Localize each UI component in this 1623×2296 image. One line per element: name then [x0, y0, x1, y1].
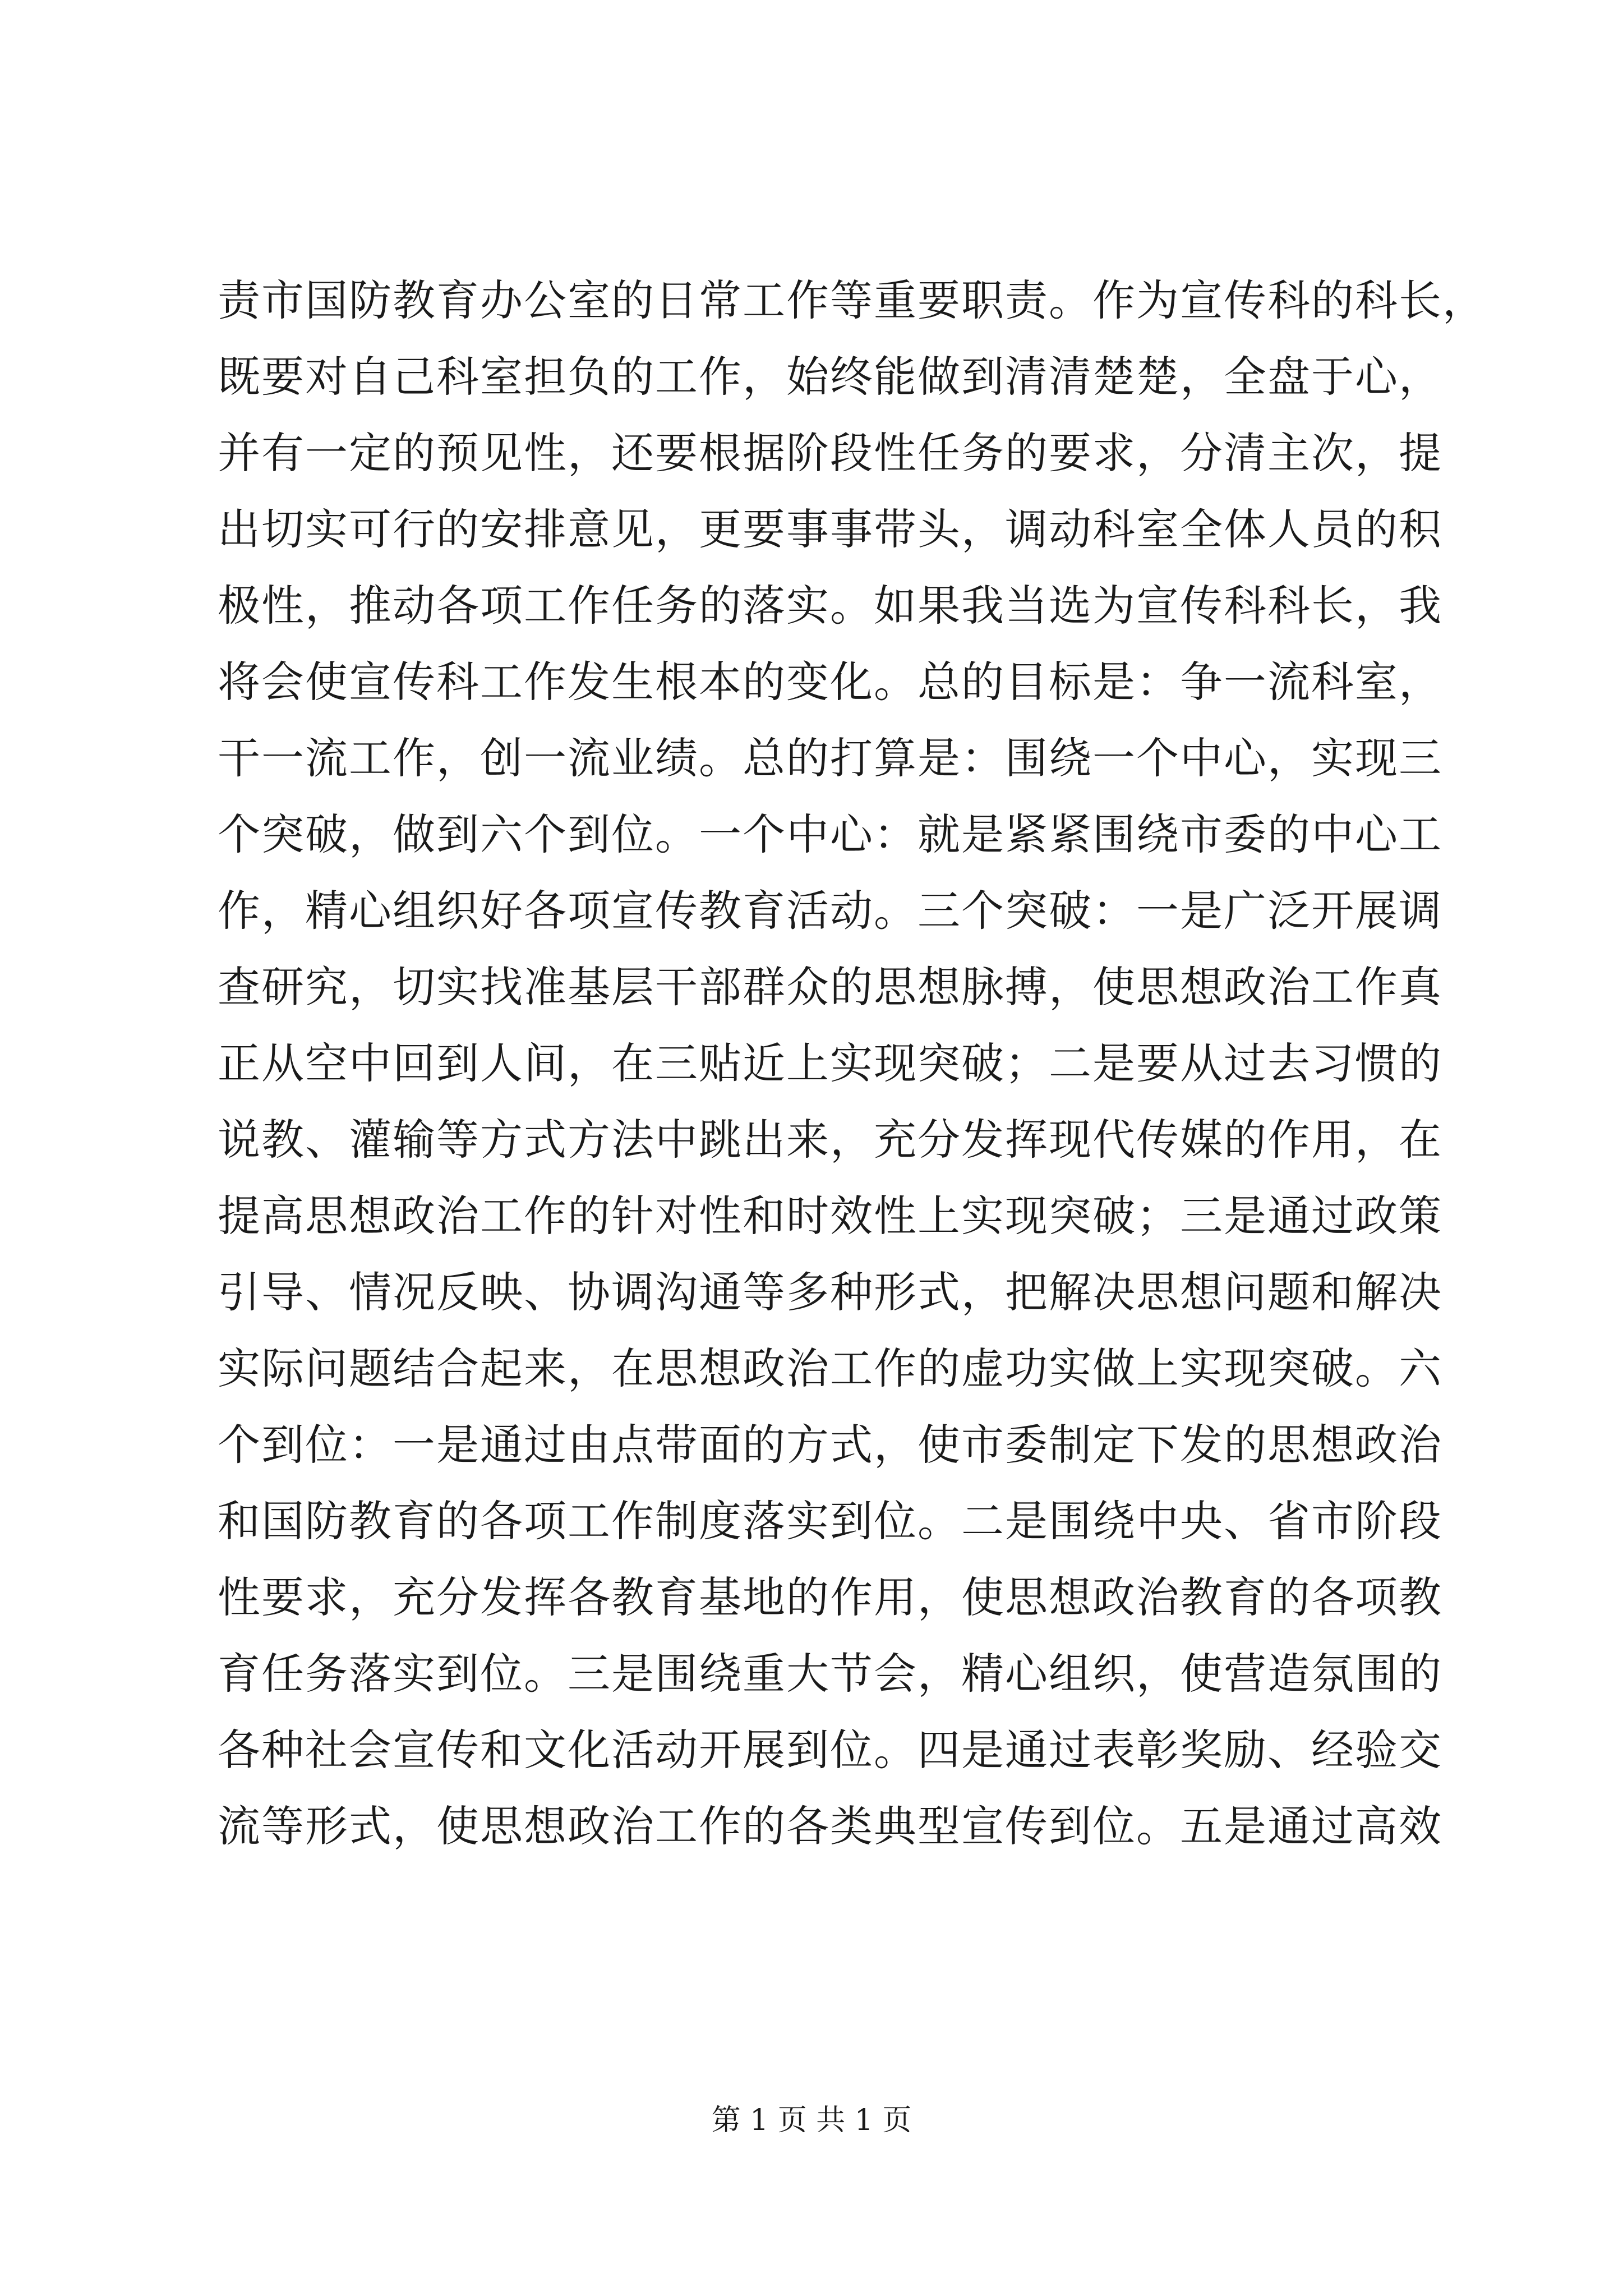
text-line: 干一流工作，创一流业绩。总的打算是：围绕一个中心，实现三	[218, 733, 1442, 783]
text-line: 既要对自己科室担负的工作，始终能做到清清楚楚，全盘于心，	[218, 352, 1442, 402]
text-line: 性要求，充分发挥各教育基地的作用，使思想政治教育的各项教	[218, 1572, 1442, 1622]
text-line: 责市国防教育办公室的日常工作等重要职责。作为宣传科的科长，	[218, 275, 1486, 325]
text-line: 引导、情况反映、协调沟通等多种形式，把解决思想问题和解决	[218, 1267, 1442, 1317]
text-line: 个到位：一是通过由点带面的方式，使市委制定下发的思想政治	[218, 1420, 1442, 1470]
text-line: 并有一定的预见性，还要根据阶段性任务的要求，分清主次，提	[218, 428, 1442, 478]
page-number: 第 1 页 共 1 页	[711, 2104, 912, 2137]
text-line: 极性，推动各项工作任务的落实。如果我当选为宣传科科长，我	[218, 581, 1442, 631]
text-line: 将会使宣传科工作发生根本的变化。总的目标是：争一流科室，	[218, 657, 1442, 707]
text-line: 说教、灌输等方式方法中跳出来，充分发挥现代传媒的作用，在	[218, 1115, 1442, 1165]
text-line: 作，精心组织好各项宣传教育活动。三个突破：一是广泛开展调	[218, 886, 1442, 936]
text-line: 出切实可行的安排意见，更要事事带头，调动科室全体人员的积	[218, 504, 1442, 554]
text-line: 正从空中回到人间，在三贴近上实现突破；二是要从过去习惯的	[218, 1038, 1442, 1088]
text-line: 流等形式，使思想政治工作的各类典型宣传到位。五是通过高效	[218, 1801, 1442, 1851]
text-line: 育任务落实到位。三是围绕重大节会，精心组织，使营造氛围的	[218, 1649, 1442, 1699]
text-line: 实际问题结合起来，在思想政治工作的虚功实做上实现突破。六	[218, 1343, 1442, 1393]
text-line: 提高思想政治工作的针对性和时效性上实现突破；三是通过政策	[218, 1191, 1442, 1241]
text-line: 查研究，切实找准基层干部群众的思想脉搏，使思想政治工作真	[218, 962, 1442, 1012]
text-line: 个突破，做到六个到位。一个中心：就是紧紧围绕市委的中心工	[218, 809, 1442, 859]
body-text	[218, 263, 1486, 1865]
page-footer	[0, 2101, 1623, 2140]
text-line: 和国防教育的各项工作制度落实到位。二是围绕中央、省市阶段	[218, 1496, 1442, 1546]
text-line: 各种社会宣传和文化活动开展到位。四是通过表彰奖励、经验交	[218, 1725, 1442, 1775]
